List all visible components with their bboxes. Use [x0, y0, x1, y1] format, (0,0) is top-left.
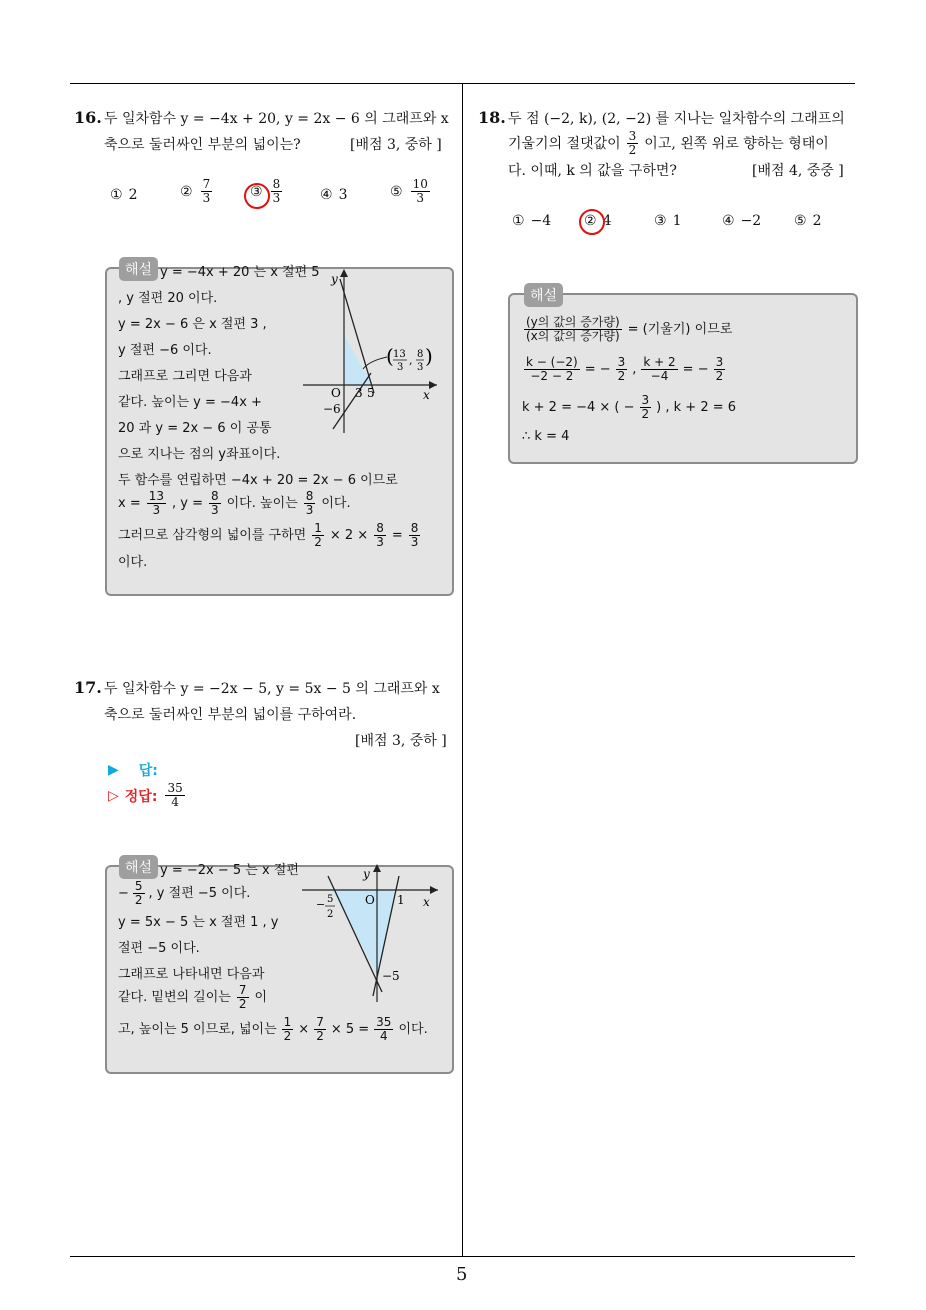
q16-choice-4[interactable] [320, 187, 347, 203]
q16-sol-line11: 그러므로 삼각형의 넓이를 구하면 $\frac{1}{2}$ × 2 × $\frac{8}{3}$ = $\frac{8}{3}$ [118, 521, 419, 549]
correct-fraction: $\frac{35}{4}$ [167, 781, 183, 809]
q18-sol-line3: k + 2 = −4 × ( − $\frac{3}{2}$ ) , k + 2 = 6 [522, 393, 737, 421]
q18-sol-line2: $\frac{k - (-2)}{-2 - 2}$ = − $\frac{3}{2}$ , $\frac{k + 2}{-4}$ = − $\frac{3}{2}$ [526, 355, 724, 383]
q16-sol-line10: x = $\frac{13}{3}$ , y = $\frac{8}{3}$ 이다. 높이는 $\frac{8}{3}$ 이다. [118, 489, 351, 517]
choice-mark: ③ [250, 183, 263, 200]
choice-value: 2 [812, 213, 822, 229]
q17-sol-line2: − $\frac{5}{2}$ , y 절편 −5 이다. [118, 879, 251, 907]
graph-minus5: −5 [382, 969, 400, 983]
page-number: 5 [456, 1264, 468, 1285]
graph-point-d1: 3 [397, 362, 404, 373]
q17-sol-line6: 같다. 밑변의 길이는 $\frac{7}{2}$ 이 [118, 983, 268, 1011]
x-axis-arrow [430, 886, 438, 894]
choice-mark: ① [512, 213, 525, 229]
choice-fraction: $\frac{8}{3}$ [272, 177, 281, 205]
graph-y-label: y [363, 867, 370, 881]
q18-solution-tag: 해설 [524, 283, 563, 307]
q18-choice-4[interactable] [722, 213, 761, 229]
graph-frac-d: 2 [327, 909, 334, 920]
q17-solution-tag: 해설 [119, 855, 158, 879]
choice-value: 1 [672, 213, 682, 229]
q17-graph [300, 862, 445, 1007]
choice-fraction: $\frac{7}{3}$ [202, 177, 211, 205]
x-axis-arrow [429, 381, 437, 389]
column-divider [462, 83, 463, 1256]
y-axis-arrow [340, 269, 348, 277]
graph-one: 1 [397, 893, 405, 907]
svg-text:−: − [316, 898, 326, 911]
graph-tick3: 3 [355, 386, 363, 400]
q16-sol-line7: 20 과 y = 2x − 6 이 공통 [118, 421, 272, 436]
question-17-meta: [배점 3, 중하 ] [355, 733, 447, 749]
q16-sol-line6: 같다. 높이는 y = −4x + [118, 395, 262, 410]
bottom-rule [70, 1256, 855, 1257]
graph-x-label: x [423, 388, 430, 402]
question-16-meta: [배점 3, 중하 ] [350, 137, 442, 153]
q18-choice-3[interactable] [654, 213, 681, 229]
graph-point-paren-close: ) [425, 344, 433, 368]
q16-sol-line9: 두 함수를 연립하면 −4x + 20 = 2x − 6 이므로 [118, 473, 398, 488]
selected-answer-circle [244, 183, 270, 209]
choice-mark: ⑤ [390, 183, 403, 200]
choice-value: 3 [338, 187, 348, 203]
q16-sol-line2: , y 절편 20 이다. [118, 291, 218, 306]
outline-play-icon: ▷ [108, 787, 119, 804]
q18-choice-1[interactable] [512, 213, 551, 229]
q16-solution-tag: 해설 [119, 257, 158, 281]
choice-mark: ② [584, 213, 597, 229]
question-18-line3: 다. 이때, k 의 값을 구하면? [508, 163, 677, 179]
graph-point-n2: 8 [417, 349, 424, 360]
choice-mark: ① [110, 187, 123, 203]
q16-choice-5[interactable] [390, 178, 432, 205]
graph-origin: O [331, 386, 341, 400]
question-17-line2: 축으로 둘러싸인 부분의 넓이를 구하여라. [104, 707, 357, 723]
question-18-line1: 두 점 (−2, k), (2, −2) 를 지나는 일차함수의 그래프의 [508, 111, 845, 127]
choice-mark: ⑤ [794, 213, 807, 229]
choice-fraction: $\frac{10}{3}$ [412, 177, 428, 205]
q16-graph [295, 265, 445, 435]
q16-sol-line4: y 절편 −6 이다. [118, 343, 212, 358]
q18-sol-line1: $\frac{\text{(y의 값의 증가량)}}{\text{(x의 값의 증가량)}}$ = (기울기) 이므로 [526, 315, 733, 343]
question-16-line2: 축으로 둘러싸인 부분의 넓이는? [104, 137, 301, 153]
answer-label: 답: [138, 763, 158, 779]
graph-y-label: y [331, 272, 338, 286]
graph-minus6: −6 [323, 402, 341, 416]
correct-label: 정답: [124, 788, 158, 805]
graph-frac-n: 5 [327, 894, 334, 905]
choice-value: 2 [128, 187, 138, 203]
q16-sol-line8: 으로 지나는 점의 y좌표이다. [118, 447, 281, 462]
y-axis-arrow [373, 864, 381, 872]
question-16-line1: 두 일차함수 y = −4x + 20, y = 2x − 6 의 그래프와 x [104, 111, 449, 127]
q16-sol-line12: 이다. [118, 555, 148, 570]
q18-sol-line4: ∴ k = 4 [522, 429, 570, 444]
selected-answer-circle [579, 209, 605, 235]
q17-sol-line3: y = 5x − 5 는 x 절편 1 , y [118, 915, 279, 930]
q16-sol-line3: y = 2x − 6 은 x 절편 3 , [118, 317, 267, 332]
q17-sol-line5: 그래프로 나타내면 다음과 [118, 967, 265, 982]
correct-answer-row [108, 782, 187, 809]
q17-sol-line7: 고, 높이는 5 이므로, 넓이는 $\frac{1}{2}$ × $\frac{7}{2}$ × 5 = $\frac{35}{4}$ 이다. [118, 1015, 428, 1043]
question-16-number: 16. [74, 108, 102, 127]
svg-text:,: , [409, 354, 413, 367]
question-17-number: 17. [74, 678, 102, 697]
graph-x-label: x [423, 895, 430, 909]
choice-mark: ③ [654, 213, 667, 229]
choice-mark: ② [180, 183, 193, 200]
q17-sol-line1: y = −2x − 5 는 x 절편 [160, 863, 299, 878]
answer-input-row[interactable] [108, 760, 158, 780]
choice-value: −2 [740, 213, 762, 229]
q18-choice-5[interactable] [794, 213, 821, 229]
question-18-line2: 기울기의 절댓값이 $\frac{3}{2}$ 이고, 왼쪽 위로 향하는 형태이 [508, 129, 829, 157]
graph-point-paren-open: ( [386, 344, 394, 368]
choice-mark: ④ [722, 213, 735, 229]
q17-sol-line4: 절편 −5 이다. [118, 941, 200, 956]
graph-point-d2: 3 [417, 362, 424, 373]
play-icon: ▶ [108, 762, 119, 778]
q16-choice-1[interactable] [110, 187, 137, 203]
graph-tick5: 5 [367, 386, 375, 400]
q16-sol-line5: 그래프로 그리면 다음과 [118, 369, 252, 384]
q16-sol-line1: y = −4x + 20 는 x 절편 5 [160, 265, 320, 280]
graph-origin: O [365, 893, 375, 907]
question-17-line1: 두 일차함수 y = −2x − 5, y = 5x − 5 의 그래프와 x [104, 681, 440, 697]
choice-value: 4 [602, 213, 612, 229]
choice-mark: ④ [320, 187, 333, 203]
question-18-number: 18. [478, 108, 506, 127]
choice-value: −4 [530, 213, 552, 229]
graph-point-n1: 13 [393, 349, 406, 360]
question-18-meta: [배점 4, 중중 ] [752, 163, 844, 179]
q16-choice-2[interactable] [180, 178, 214, 205]
